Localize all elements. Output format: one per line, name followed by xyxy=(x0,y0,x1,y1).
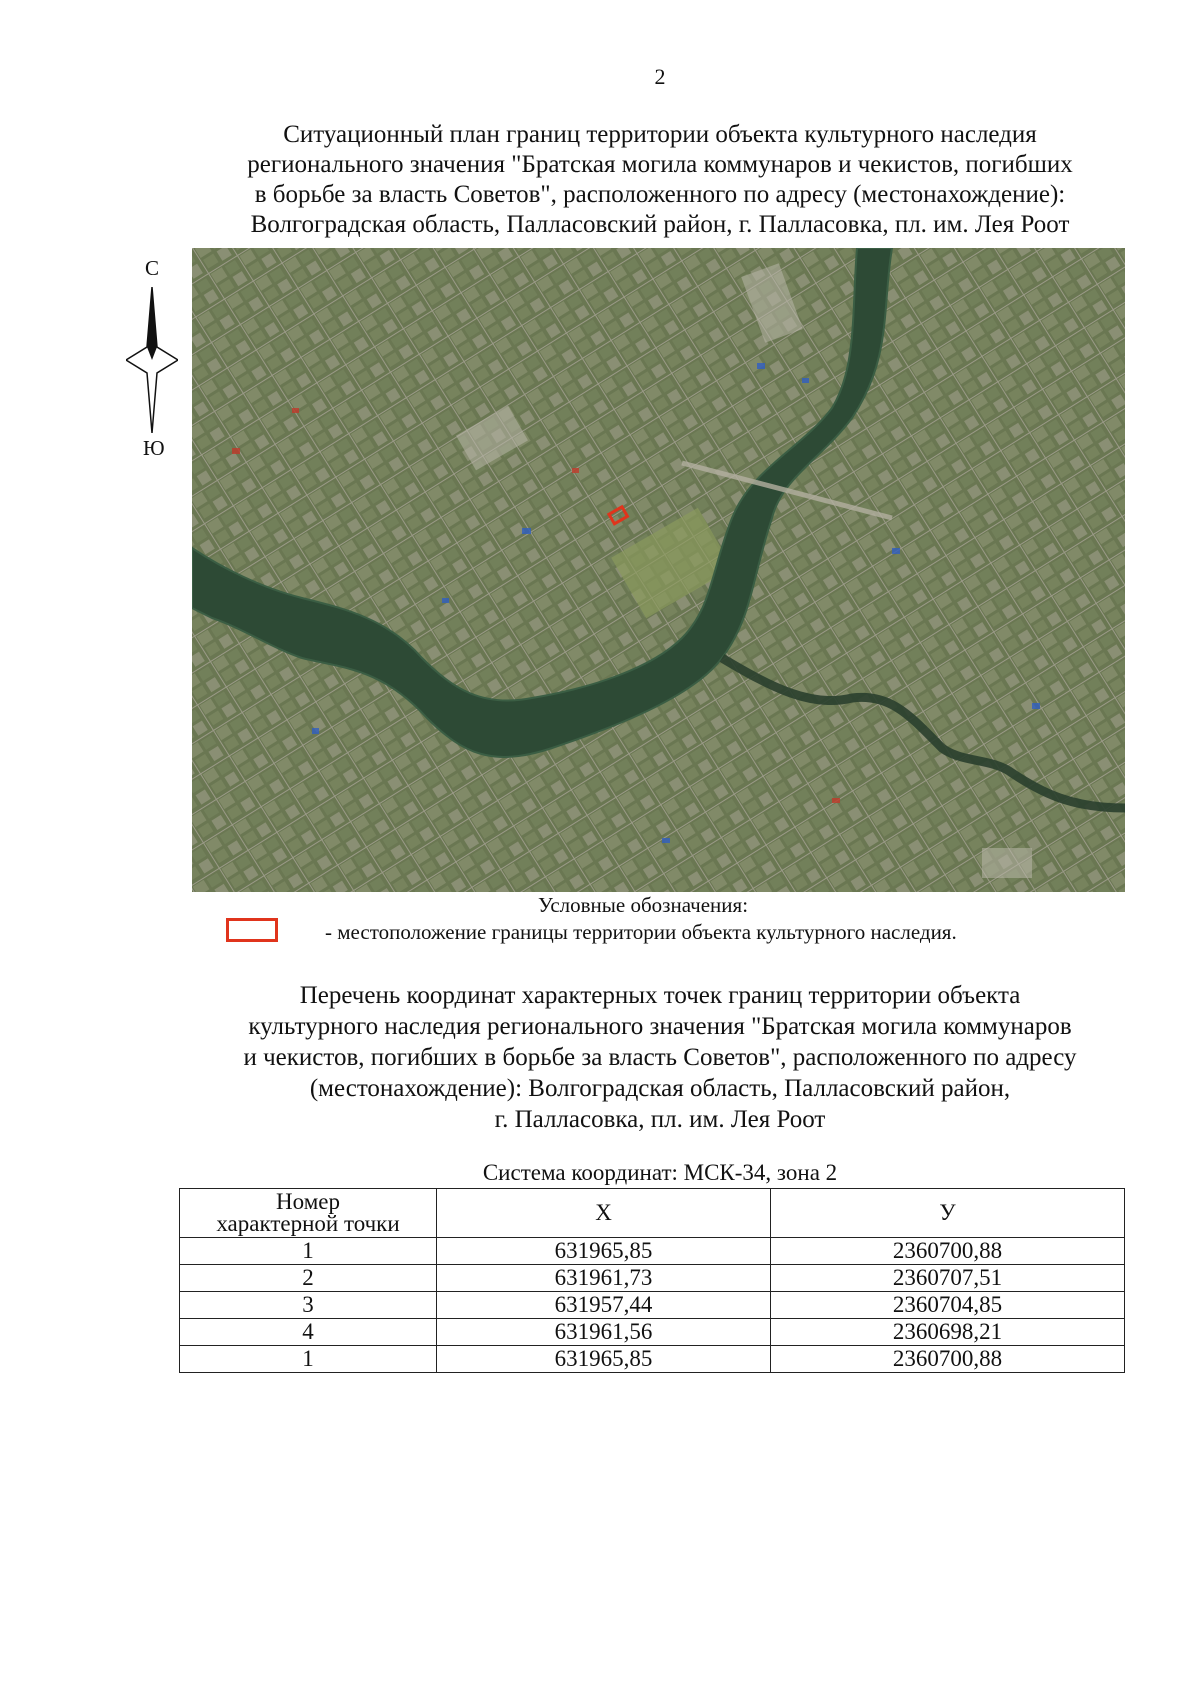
legend-boundary-swatch xyxy=(226,918,278,942)
plan-title xyxy=(190,120,1130,240)
cell-y: 2360704,85 xyxy=(771,1292,1125,1319)
header-point-number xyxy=(180,1189,437,1238)
cell-y: 2360698,21 xyxy=(771,1319,1125,1346)
coordinates-table xyxy=(179,1188,1125,1373)
header-point-number-line: характерной точки xyxy=(216,1211,400,1236)
satellite-map xyxy=(192,248,1125,892)
list-title-line: г. Палласовка, пл. им. Лея Роот xyxy=(494,1106,826,1133)
cell-x: 631961,56 xyxy=(437,1319,771,1346)
header-point-number-line: Номер xyxy=(276,1189,340,1214)
legend-title: Условные обозначения: xyxy=(538,893,749,917)
cell-y: 2360700,88 xyxy=(771,1238,1125,1265)
plan-title-line: регионального значения "Братская могила коммунаров и чекистов, погибших xyxy=(247,151,1073,178)
table-header-row xyxy=(180,1189,1125,1238)
cell-point: 1 xyxy=(180,1346,437,1373)
legend-item-text: - местоположение границы территории объекта культурного наследия. xyxy=(325,920,957,944)
cell-x: 631957,44 xyxy=(437,1292,771,1319)
cell-point: 4 xyxy=(180,1319,437,1346)
coordinates-list-title xyxy=(180,980,1140,1135)
cell-y: 2360707,51 xyxy=(771,1265,1125,1292)
compass-north-label: С xyxy=(145,256,160,280)
list-title-line: и чекистов, погибших в борьбе за власть Советов", расположенного по адресу xyxy=(243,1044,1077,1071)
table-row xyxy=(180,1292,1125,1319)
cell-x: 631961,73 xyxy=(437,1265,771,1292)
list-title-line: (местонахождение): Волгоградская область, Палласовский район, xyxy=(309,1075,1011,1102)
table-row xyxy=(180,1346,1125,1373)
header-x: X xyxy=(437,1189,771,1238)
header-y: У xyxy=(771,1189,1125,1238)
table-row xyxy=(180,1319,1125,1346)
table-row xyxy=(180,1265,1125,1292)
plan-title-line: в борьбе за власть Советов", расположенного по адресу (местонахождение): xyxy=(254,181,1066,208)
cell-point: 3 xyxy=(180,1292,437,1319)
cell-x: 631965,85 xyxy=(437,1346,771,1373)
plan-title-line: Волгоградская область, Палласовский район, г. Палласовка, пл. им. Лея Роот xyxy=(250,211,1070,238)
cell-point: 1 xyxy=(180,1238,437,1265)
cell-x: 631965,85 xyxy=(437,1238,771,1265)
list-title-line: Перечень координат характерных точек границ территории объекта xyxy=(299,982,1021,1009)
compass-south-label: Ю xyxy=(143,436,165,460)
plan-title-line: Ситуационный план границ территории объекта культурного наследия xyxy=(283,121,1037,148)
compass-arrow-icon xyxy=(126,287,178,433)
table-row xyxy=(180,1238,1125,1265)
page-number: 2 xyxy=(654,64,666,89)
cell-point: 2 xyxy=(180,1265,437,1292)
cell-y: 2360700,88 xyxy=(771,1346,1125,1373)
list-title-line: культурного наследия регионального значения "Братская могила коммунаров xyxy=(248,1013,1072,1040)
coordinate-system-label: Система координат: МСК-34, зона 2 xyxy=(482,1160,838,1185)
